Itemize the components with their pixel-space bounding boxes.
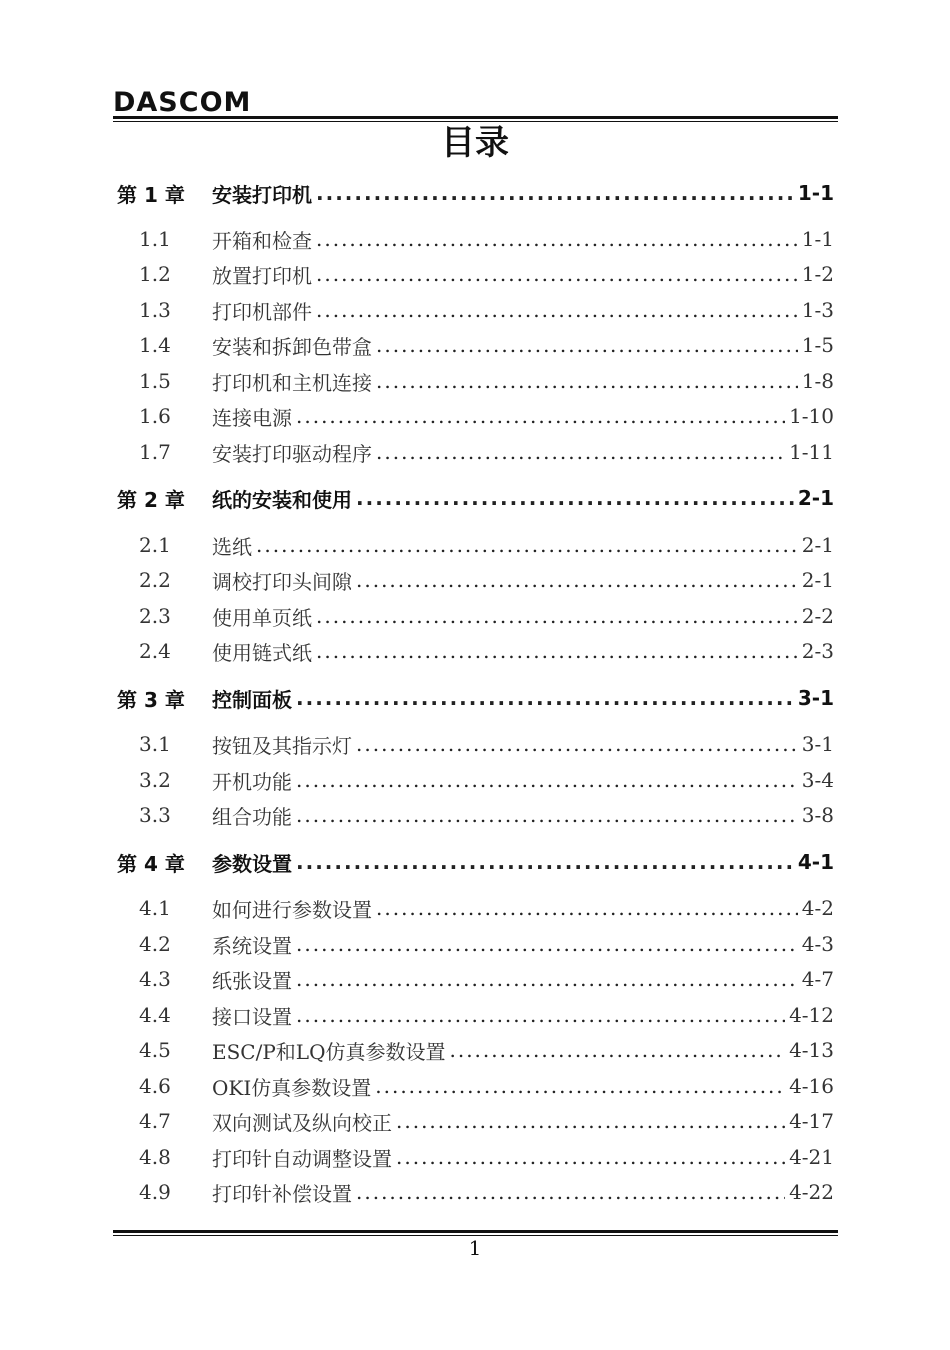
- toc-dot-leader: [316, 639, 798, 663]
- toc-entry-page: 2-2: [801, 604, 834, 628]
- toc-entry-page: 4-22: [789, 1180, 834, 1204]
- toc-dot-leader: [296, 768, 798, 792]
- dascom-logo: DASCOM: [113, 87, 252, 118]
- toc-entry-title: 纸张设置: [212, 968, 292, 993]
- footer-rule: [113, 1230, 838, 1233]
- toc-entry-number: 第 2 章: [117, 487, 185, 512]
- toc-dot-leader: [449, 1038, 785, 1062]
- toc-entry-page: 4-7: [801, 967, 834, 991]
- toc-section-entry[interactable]: [117, 528, 834, 562]
- toc-dot-leader: [396, 1109, 785, 1133]
- toc-entry-page: 4-16: [789, 1074, 834, 1098]
- toc-entry-title: 打印机部件: [212, 299, 312, 324]
- toc-chapter-entry[interactable]: [117, 176, 834, 210]
- toc-section-entry[interactable]: [117, 1175, 834, 1209]
- toc-entry-number: 1.4: [139, 333, 171, 357]
- toc-entry-number: 4.5: [139, 1038, 171, 1062]
- toc-entry-page: 1-1: [797, 181, 834, 205]
- toc-dot-leader: [316, 181, 794, 205]
- toc-entry-title: 打印机和主机连接: [212, 370, 372, 395]
- toc-entry-page: 4-17: [789, 1109, 834, 1133]
- toc-entry-title: 使用链式纸: [212, 640, 312, 665]
- toc-entry-number: 4.4: [139, 1003, 171, 1027]
- toc-entry-title: 打印针自动调整设置: [212, 1146, 392, 1171]
- toc-entry-title: 控制面板: [212, 687, 292, 712]
- toc-dot-leader: [375, 1074, 785, 1098]
- toc-chapter-entry[interactable]: [117, 481, 834, 515]
- toc-entry-number: 1.3: [139, 298, 171, 322]
- toc-entry-number: 1.2: [139, 262, 171, 286]
- toc-entry-title: 打印针补偿设置: [212, 1181, 352, 1206]
- toc-entry-page: 4-13: [789, 1038, 834, 1062]
- toc-dot-leader: [296, 803, 798, 827]
- toc-entry-title: ESC/P和LQ仿真参数设置: [212, 1039, 446, 1064]
- toc-entry-title: 组合功能: [212, 804, 292, 829]
- toc-entry-number: 4.2: [139, 932, 171, 956]
- toc-chapter-entry[interactable]: [117, 681, 834, 715]
- toc-dot-leader: [316, 262, 798, 286]
- toc-entry-title: 接口设置: [212, 1004, 292, 1029]
- toc-entry-title: 双向测试及纵向校正: [212, 1110, 392, 1135]
- toc-dot-leader: [316, 298, 798, 322]
- toc-dot-leader: [296, 686, 794, 710]
- toc-entry-number: 3.3: [139, 803, 171, 827]
- toc-entry-number: 4.8: [139, 1145, 171, 1169]
- toc-entry-number: 1.7: [139, 440, 171, 464]
- toc-entry-number: 2.3: [139, 604, 171, 628]
- toc-entry-title: 如何进行参数设置: [212, 897, 372, 922]
- toc-entry-number: 2.4: [139, 639, 171, 663]
- toc-entry-number: 2.2: [139, 568, 171, 592]
- toc-entry-page: 1-8: [801, 369, 834, 393]
- toc-entry-page: 1-1: [801, 227, 834, 251]
- toc-entry-title: 连接电源: [212, 405, 292, 430]
- toc-entry-number: 1.1: [139, 227, 171, 251]
- toc-dot-leader: [376, 440, 785, 464]
- toc-dot-leader: [296, 967, 798, 991]
- toc-entry-page: 1-3: [801, 298, 834, 322]
- toc-entry-title: 安装打印驱动程序: [212, 441, 372, 466]
- toc-entry-title: 选纸: [212, 534, 252, 559]
- toc-entry-page: 4-2: [801, 896, 834, 920]
- toc-entry-number: 4.3: [139, 967, 171, 991]
- toc-dot-leader: [376, 896, 798, 920]
- toc-entry-page: 3-8: [801, 803, 834, 827]
- toc-dot-leader: [356, 1180, 785, 1204]
- toc-section-entry[interactable]: [117, 399, 834, 433]
- toc-entry-page: 4-3: [801, 932, 834, 956]
- toc-section-entry[interactable]: [117, 891, 834, 925]
- toc-entry-page: 1-10: [789, 404, 834, 428]
- toc-entry-number: 3.2: [139, 768, 171, 792]
- toc-entry-title: OKI仿真参数设置: [212, 1075, 372, 1100]
- toc-entry-number: 第 3 章: [117, 687, 185, 712]
- toc-dot-leader: [296, 404, 785, 428]
- toc-entry-title: 放置打印机: [212, 263, 312, 288]
- toc-entry-number: 4.1: [139, 896, 171, 920]
- toc-section-entry[interactable]: [117, 998, 834, 1032]
- toc-section-entry[interactable]: [117, 1069, 834, 1103]
- toc-entry-page: 1-5: [801, 333, 834, 357]
- toc-dot-leader: [396, 1145, 785, 1169]
- toc-entry-page: 2-1: [801, 568, 834, 592]
- toc-entry-page: 2-3: [801, 639, 834, 663]
- toc-dot-leader: [376, 369, 798, 393]
- toc-entry-page: 3-1: [801, 732, 834, 756]
- toc-entry-page: 4-12: [789, 1003, 834, 1027]
- toc-entry-number: 1.6: [139, 404, 171, 428]
- toc-entry-page: 1-2: [801, 262, 834, 286]
- toc-section-entry[interactable]: [117, 727, 834, 761]
- toc-entry-page: 4-21: [789, 1145, 834, 1169]
- toc-entry-number: 4.6: [139, 1074, 171, 1098]
- toc-entry-number: 2.1: [139, 533, 171, 557]
- toc-dot-leader: [296, 932, 798, 956]
- toc-entry-title: 安装和拆卸色带盒: [212, 334, 372, 359]
- toc-section-entry[interactable]: [117, 257, 834, 291]
- page-title: 目录: [441, 123, 509, 163]
- toc-entry-title: 调校打印头间隙: [212, 569, 352, 594]
- toc-entry-page: 4-1: [797, 850, 834, 874]
- toc-section-entry[interactable]: [117, 364, 834, 398]
- toc-section-entry[interactable]: [117, 798, 834, 832]
- toc-section-entry[interactable]: [117, 222, 834, 256]
- toc-section-entry[interactable]: [117, 293, 834, 327]
- toc-chapter-entry[interactable]: [117, 845, 834, 879]
- toc-entry-title: 使用单页纸: [212, 605, 312, 630]
- toc-dot-leader: [356, 568, 798, 592]
- toc-dot-leader: [316, 604, 798, 628]
- toc-entry-title: 安装打印机: [212, 182, 312, 207]
- toc-section-entry[interactable]: [117, 763, 834, 797]
- toc-section-entry[interactable]: [117, 435, 834, 469]
- toc-section-entry[interactable]: [117, 563, 834, 597]
- toc-section-entry[interactable]: [117, 1140, 834, 1174]
- toc-entry-title: 按钮及其指示灯: [212, 733, 352, 758]
- toc-dot-leader: [296, 1003, 785, 1027]
- toc-entry-page: 2-1: [797, 486, 834, 510]
- toc-section-entry[interactable]: [117, 1104, 834, 1138]
- toc-entry-number: 3.1: [139, 732, 171, 756]
- toc-entry-page: 2-1: [801, 533, 834, 557]
- toc-entry-page: 3-1: [797, 686, 834, 710]
- toc-entry-number: 4.9: [139, 1180, 171, 1204]
- toc-dot-leader: [376, 333, 798, 357]
- toc-section-entry[interactable]: [117, 1033, 834, 1067]
- toc-entry-title: 纸的安装和使用: [212, 487, 352, 512]
- page-number: 1: [468, 1236, 482, 1260]
- toc-dot-leader: [296, 850, 794, 874]
- toc-dot-leader: [256, 533, 798, 557]
- toc-entry-number: 第 4 章: [117, 851, 185, 876]
- toc-entry-number: 第 1 章: [117, 182, 185, 207]
- toc-section-entry[interactable]: [117, 328, 834, 362]
- toc-section-entry[interactable]: [117, 927, 834, 961]
- toc-entry-page: 3-4: [801, 768, 834, 792]
- toc-entry-number: 4.7: [139, 1109, 171, 1133]
- toc-dot-leader: [356, 486, 794, 510]
- header-rule: [113, 116, 838, 119]
- toc-section-entry[interactable]: [117, 962, 834, 996]
- toc-section-entry[interactable]: [117, 634, 834, 668]
- toc-dot-leader: [356, 732, 798, 756]
- toc-entry-title: 系统设置: [212, 933, 292, 958]
- toc-entry-title: 开机功能: [212, 769, 292, 794]
- toc-entry-page: 1-11: [789, 440, 834, 464]
- toc-section-entry[interactable]: [117, 599, 834, 633]
- toc-dot-leader: [316, 227, 798, 251]
- toc-entry-number: 1.5: [139, 369, 171, 393]
- toc-entry-title: 开箱和检查: [212, 228, 312, 253]
- toc-entry-title: 参数设置: [212, 851, 292, 876]
